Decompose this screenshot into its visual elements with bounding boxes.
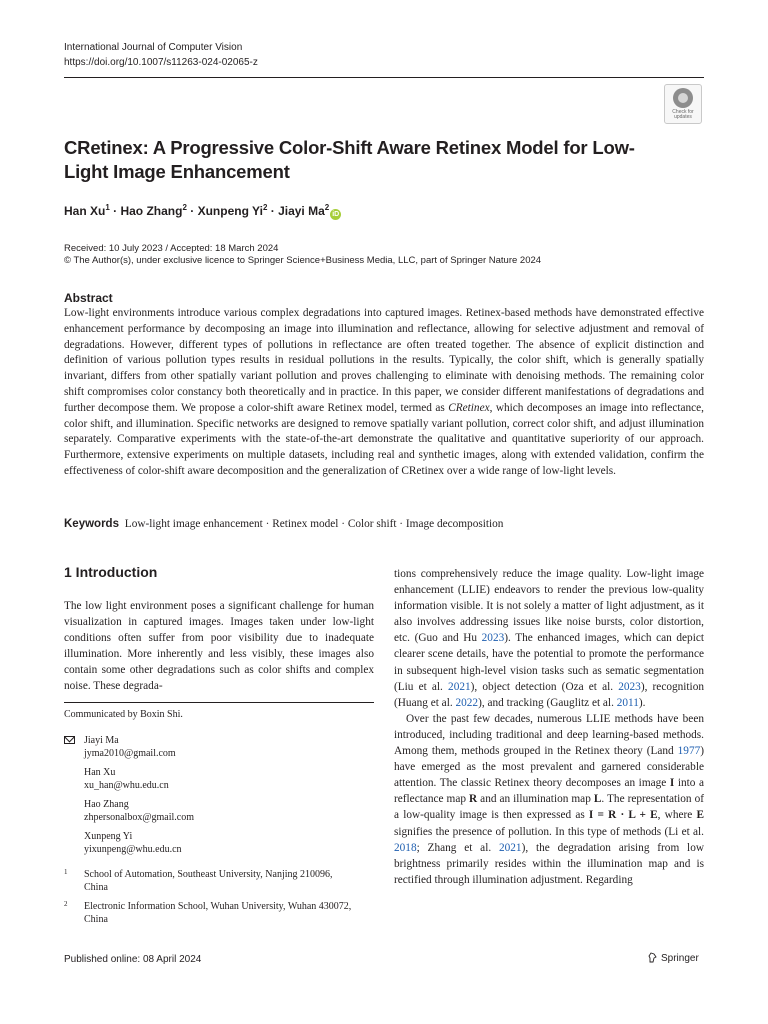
math-symbol: R xyxy=(469,793,478,806)
author-affil: 2 xyxy=(324,203,330,212)
communicated-by: Communicated by Boxin Shi. xyxy=(64,709,183,720)
citation-link[interactable]: 2022 xyxy=(455,696,479,709)
abstract-text xyxy=(64,306,704,480)
check-updates-icon xyxy=(673,88,693,108)
keywords-list: Low-light image enhancement · Retinex model · Color shift · Image decomposition xyxy=(124,518,504,530)
affiliation-text: School of Automation, Southeast University, Nanjing 210096, China xyxy=(84,869,333,893)
author-affil: 2 xyxy=(182,203,187,212)
text-run: . The representation of a low-quality image is then expressed as xyxy=(394,793,704,822)
abstract-heading: Abstract xyxy=(64,291,113,305)
contact-name: Hao Zhang xyxy=(84,799,129,810)
intro-paragraph-retinex xyxy=(394,711,704,888)
author-affil: 1 xyxy=(105,203,110,212)
author-separator: · xyxy=(109,204,121,218)
citation-link[interactable]: 2018 xyxy=(394,841,417,854)
contact-name: Jiayi Ma xyxy=(84,735,119,746)
text-run: , where xyxy=(657,809,697,822)
citation-link[interactable]: 2021 xyxy=(448,680,471,693)
journal-name: International Journal of Computer Vision xyxy=(64,42,243,53)
contact-email[interactable]: zhpersonalbox@gmail.com xyxy=(84,811,195,823)
affiliation-text: Electronic Information School, Wuhan University, Wuhan 430072, China xyxy=(84,901,352,925)
publisher-mark xyxy=(648,952,699,965)
contact-entry xyxy=(84,767,169,792)
contact-name: Han Xu xyxy=(84,767,116,778)
text-run: ), and tracking (Gauglitz et al. xyxy=(478,696,617,709)
text-run: ), the degradation arising from low brightness primarily resides within the illumination map and is rectified through illumination adjustment. Regarding xyxy=(394,841,705,886)
author-list xyxy=(64,203,341,220)
citation-link[interactable]: 2011 xyxy=(616,696,639,709)
author-name: Hao Zhang xyxy=(120,204,183,218)
contact-name: Xunpeng Yi xyxy=(84,831,133,842)
copyright-notice: © The Author(s), under exclusive licence to Springer Science+Business Media, LLC, part of Springer Nature 2024 xyxy=(64,255,542,266)
text-run: into a reflectance map xyxy=(394,777,704,806)
check-updates-label: Check for updates xyxy=(672,109,694,120)
abstract-part: Low-light environments introduce various complex degradations into captured images. Retinex-based methods have demonstrated effective enhancement performance by decomposing an image into illumination and reflectance, allowing for selective adjustment and removal of degradations. However, different types of pollutions in reflectance are often treated together. The absence of explicit distinction and definition of various pollution types results in residual pollutions in the results. Typically, the color shift, which is generally spatially invariant, differs from other spatially variant pollution and proves challenging to eliminate with denoising methods. The remaining color shift compromises color constancy both theoretically and in practice. In this paper, we consider different manifestations of degradations and further decompose them. We propose a color-shift aware Retinex model, termed as xyxy=(64,307,704,414)
abstract-part: , which decomposes an image into reflectance, color shift, and illumination. Specific networks are designed to remove spatially variant pollution, correct color shift, and adjust illumination separately. Comparative experiments with the state-of-the-art demonstrate the qualitative and quantitative superiority of our approach. Furthermore, extensive experiments on multiple datasets, including real and synthetic images, along with extended validation, confirm the effectiveness of color-shift aware decomposition and the generalization of CRetinex over a wide range of low-light levels. xyxy=(64,401,704,477)
contact-entry xyxy=(84,831,182,856)
author-separator: · xyxy=(186,204,198,218)
text-run: ), object detection (Oza et al. xyxy=(470,680,619,693)
footnote-rule xyxy=(64,702,374,703)
math-symbol: I xyxy=(669,777,675,790)
paper-title: CRetinex: A Progressive Color-Shift Aware Retinex Model for Low-Light Image Enhancement xyxy=(64,137,635,182)
contact-email[interactable]: jyma2010@gmail.com xyxy=(84,747,176,759)
citation-link[interactable]: 2023 xyxy=(481,632,505,645)
contact-entry xyxy=(84,735,176,760)
citation-link[interactable]: 2023 xyxy=(618,680,641,693)
author-name: Xunpeng Yi xyxy=(197,204,263,218)
author-affil: 2 xyxy=(262,203,268,212)
text-run: signifies the presence of pollution. In this type of methods (Li et al. xyxy=(394,825,704,838)
publisher-name: Springer xyxy=(661,953,699,964)
section-heading-introduction: 1 Introduction xyxy=(64,564,158,580)
intro-paragraph: The low light environment poses a significant challenge for human visualization in captured images. Images taken under low-light conditions often suffer from poor visibility due to inadequate illumination. More inherently and less visibly, these images also contain some other degradations such as color shifts and complex noise. These degrada- xyxy=(64,600,374,693)
text-run: ), recognition (Huang et al. xyxy=(394,680,704,709)
text-run: ) have emerged as the most prevalent and garnered considerable attention. The classic Retinex theory decomposes an image xyxy=(394,745,704,790)
citation-link[interactable]: 2021 xyxy=(498,841,522,854)
intro-paragraph-continued xyxy=(394,566,704,711)
journal-header xyxy=(64,40,258,70)
keywords-heading: Keywords xyxy=(64,518,119,530)
doi-link[interactable]: https://doi.org/10.1007/s11263-024-02065-z xyxy=(64,57,258,68)
springer-horse-icon xyxy=(648,952,657,963)
text-run: Over the past few decades, numerous LLIE methods have been introduced, including traditional and deep learning-based methods. Among them, methods grouped in the Retinex theory (Land xyxy=(394,712,704,758)
text-run: and an illumination map xyxy=(477,793,594,806)
left-column xyxy=(64,598,374,695)
check-for-updates-badge[interactable] xyxy=(664,84,702,124)
math-symbol: E xyxy=(696,809,705,822)
affiliation-number: 2 xyxy=(64,900,68,908)
orcid-icon[interactable]: iD xyxy=(332,211,340,218)
header-rule xyxy=(64,77,704,78)
published-online: Published online: 08 April 2024 xyxy=(64,954,202,965)
contact-email[interactable]: xu_han@whu.edu.cn xyxy=(84,779,169,791)
contact-entry xyxy=(84,799,194,824)
affiliation-number: 1 xyxy=(64,868,68,876)
right-column xyxy=(394,566,704,888)
received-dates: Received: 10 July 2023 / Accepted: 18 March 2024 xyxy=(64,243,279,254)
envelope-icon xyxy=(64,736,75,744)
contact-email[interactable]: yixunpeng@whu.edu.cn xyxy=(84,843,182,855)
keywords xyxy=(64,516,704,532)
text-run: ). xyxy=(638,696,646,709)
text-run: ). The enhanced images, which can depict clearer scene details, have the potential to promote the performance in subsequent high-level vision tasks such as sematic segmentation (Liu et al. xyxy=(394,632,704,693)
citation-link[interactable]: 1977 xyxy=(677,745,701,758)
retinex-equation: I = R · L + E xyxy=(588,809,658,822)
author-name: Han Xu xyxy=(64,204,106,218)
math-symbol: L xyxy=(593,793,602,806)
text-run: ; Zhang et al. xyxy=(416,841,499,854)
author-separator: · xyxy=(267,204,279,218)
text-run: tions comprehensively reduce the image quality. Low-light image enhancement (LLIE) endeavors to render the previous low-quality information visible. It is not solely a matter of light adjustment, as it also involves addressing issues like noise bursts, color distortion, etc. (Guo and Hu xyxy=(394,568,704,645)
author-name: Jiayi Ma xyxy=(278,204,325,218)
abstract-model-name: CRetinex xyxy=(448,401,490,414)
